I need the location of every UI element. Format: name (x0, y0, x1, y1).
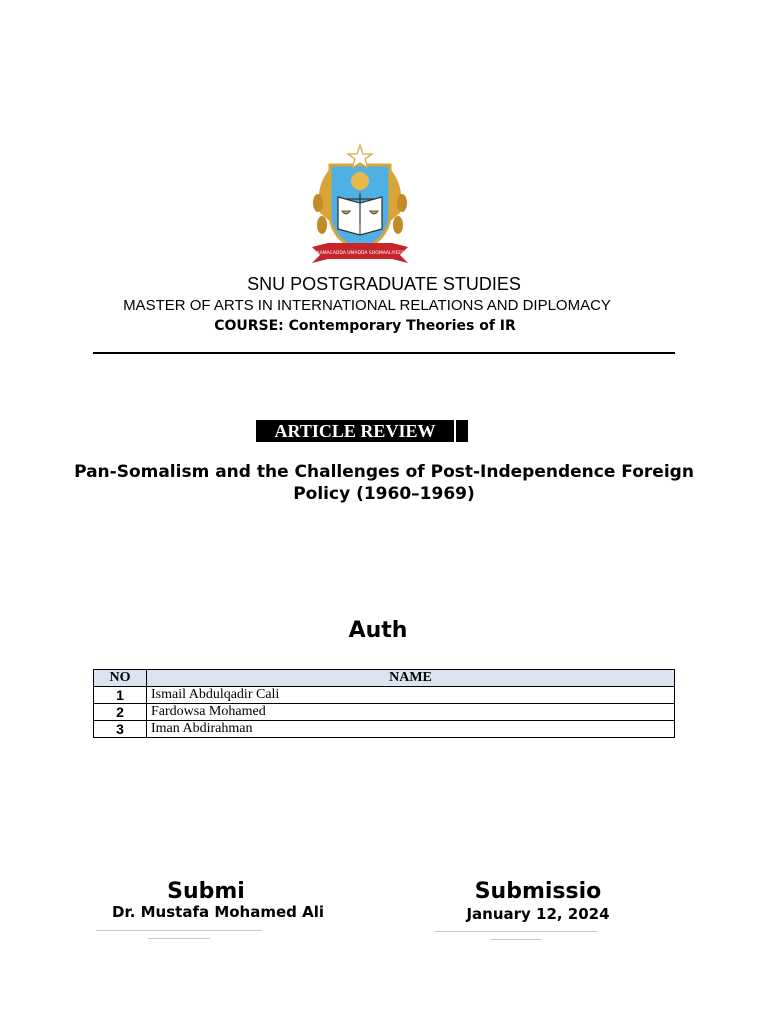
signature-line (434, 931, 598, 932)
submission-date: January 12, 2024 (466, 905, 610, 923)
program-heading: MASTER OF ARTS IN INTERNATIONAL RELATIONS AND DIPLOMACY (123, 297, 611, 314)
table-row (94, 721, 675, 738)
column-header-name: NAME (147, 670, 675, 687)
badge-divider (454, 420, 456, 442)
author-number: 2 (94, 704, 147, 721)
column-header-no: NO (94, 670, 147, 687)
university-emblem-logo (308, 143, 412, 267)
author-name: Iman Abdirahman (147, 721, 675, 738)
logo-banner-text: JAAMACADDA UMADDA SOOMAALIYEED (315, 251, 405, 256)
supervisor-name: Dr. Mustafa Mohamed Ali (112, 903, 325, 921)
signature-line (148, 938, 210, 939)
submitted-to-heading: Submi (167, 879, 245, 904)
table-header-row (94, 670, 675, 687)
document-type-label: ARTICLE REVIEW (256, 420, 454, 442)
article-title: Pan-Somalism and the Challenges of Post-Independence Foreign Policy (1960–1969) (74, 462, 694, 504)
table-row (94, 687, 675, 704)
authors-heading: Auth (348, 618, 408, 643)
institution-heading: SNU POSTGRADUATE STUDIES (247, 274, 521, 294)
author-number: 3 (94, 721, 147, 738)
submission-date-heading: Submissio (474, 879, 602, 904)
course-heading: COURSE: Contemporary Theories of IR (214, 318, 516, 334)
signature-line (96, 930, 262, 931)
author-name: Ismail Abdulqadir Cali (147, 687, 675, 704)
author-number: 1 (94, 687, 147, 704)
author-name: Fardowsa Mohamed (147, 704, 675, 721)
header-divider (93, 352, 675, 354)
authors-table (93, 669, 675, 738)
table-row (94, 704, 675, 721)
signature-line (490, 939, 542, 940)
document-type-badge (256, 420, 468, 442)
